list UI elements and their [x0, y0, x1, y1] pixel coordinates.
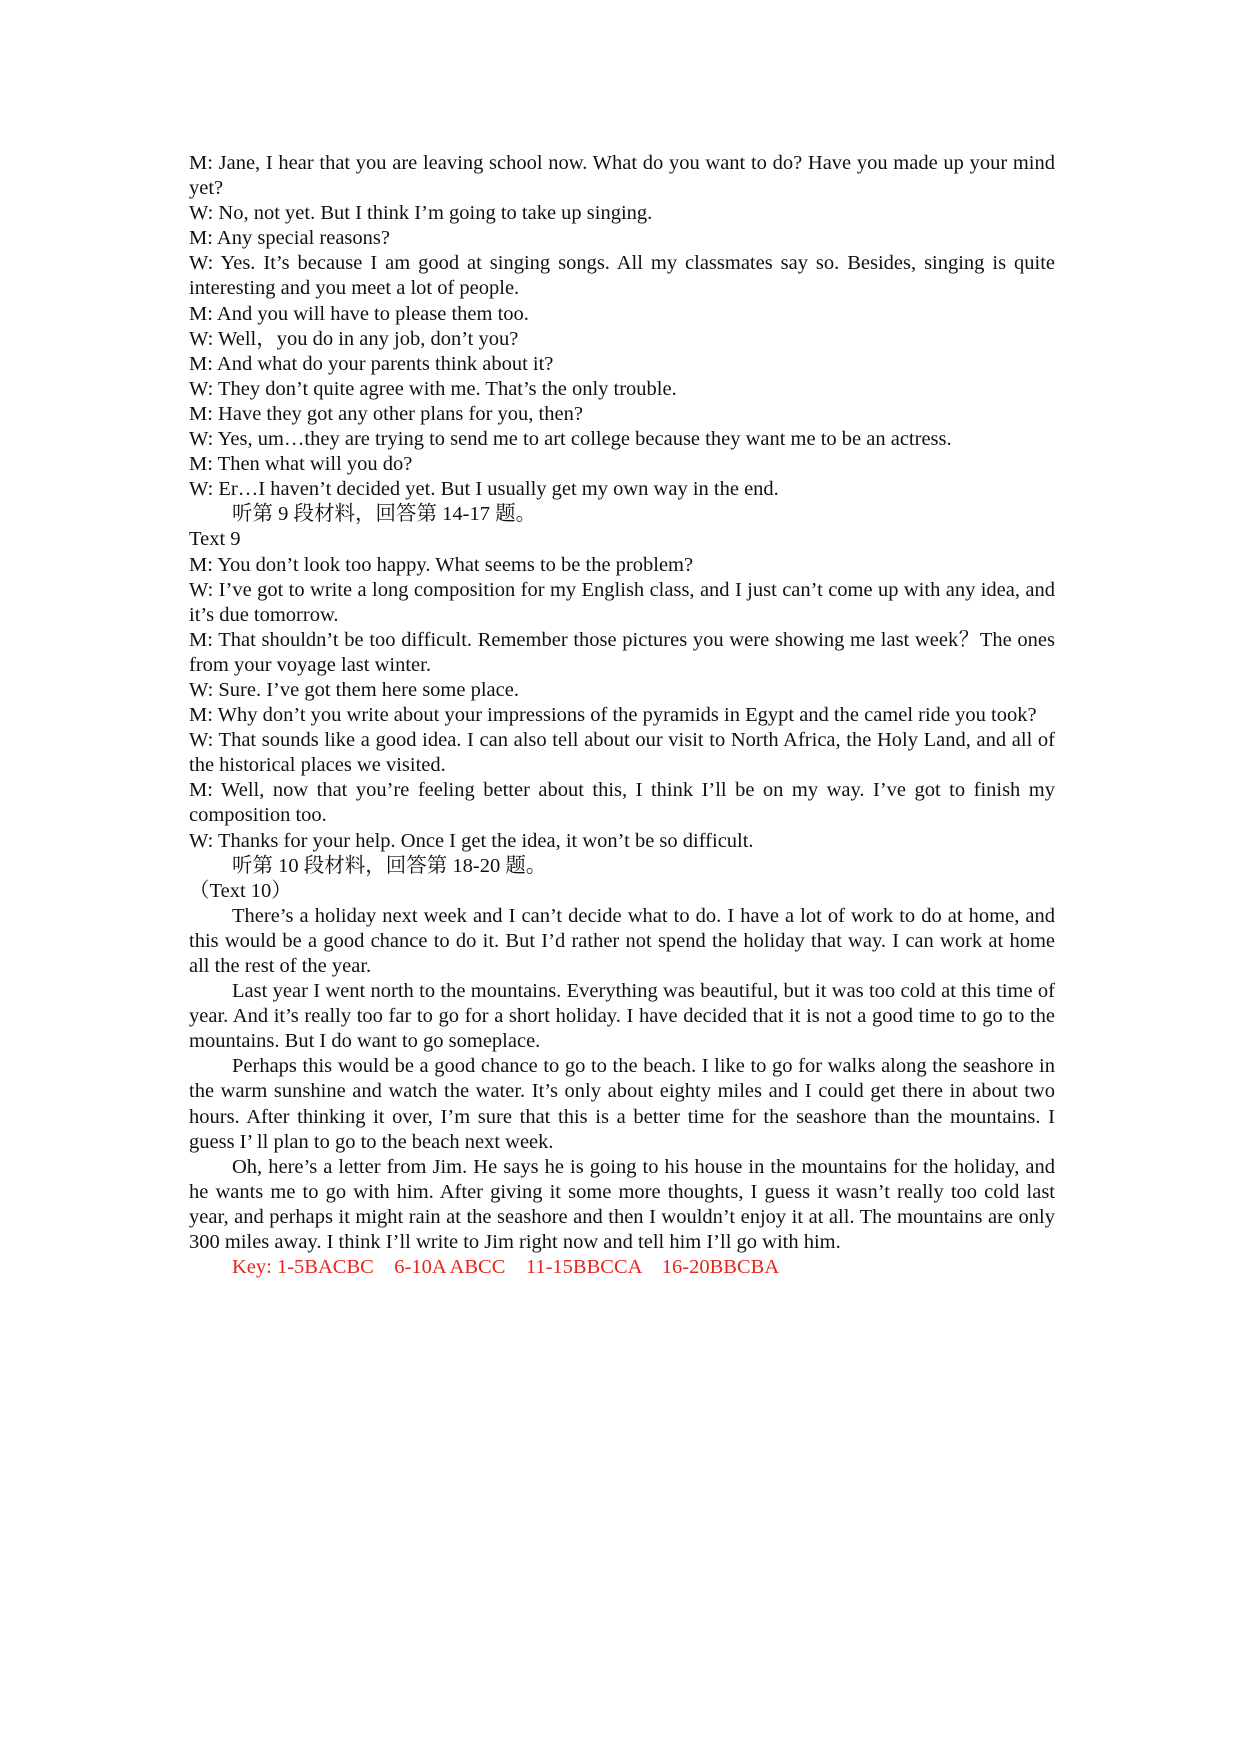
dialogue-line: W: Yes, um…they are trying to send me to art college because they want me to be an actress.: [189, 428, 952, 451]
document-body: [189, 151, 1055, 1280]
dialogue-line: W: No, not yet. But I think I’m going to take up singing.: [189, 202, 653, 225]
listening-instruction-9: 听第 9 段材料，回答第 14-17 题。: [232, 503, 537, 526]
dialogue-line: W: Well，you do in any job, don’t you?: [189, 327, 519, 350]
dialogue-line: M: Well, now that you’re feeling better about this, I think I’ll be on my way. I’ve got to finish my composition too.: [189, 779, 1055, 827]
listening-instruction-10: 听第 10 段材料，回答第 18-20 题。: [232, 854, 547, 877]
dialogue-line: M: Jane, I hear that you are leaving school now. What do you want to do? Have you made up your mind yet?: [189, 152, 1055, 200]
dialogue-line: W: I’ve got to write a long composition for my English class, and I just can’t come up with any idea, and it’s due tomorrow.: [189, 578, 1055, 626]
dialogue-line: M: Any special reasons?: [189, 227, 390, 250]
dialogue-line: M: Have they got any other plans for you, then?: [189, 402, 583, 425]
dialogue-line: M: Why don’t you write about your impressions of the pyramids in Egypt and the camel ride you took?: [189, 704, 1037, 727]
dialogue-line: W: Thanks for your help. Once I get the idea, it won’t be so difficult.: [189, 829, 754, 852]
dialogue-line: W: That sounds like a good idea. I can also tell about our visit to North Africa, the Holy Land, and all of the historical places we visited.: [189, 729, 1055, 777]
dialogue-line: W: They don’t quite agree with me. That’s the only trouble.: [189, 377, 677, 400]
dialogue-line: M: And you will have to please them too.: [189, 302, 529, 325]
monologue-paragraph: Perhaps this would be a good chance to go to the beach. I like to go for walks along the seashore in the warm sunshine and watch the water. It’s only about eighty miles and I could get there in about two hours. After thinking it over, I’m sure that this is a better time for the seashore than the mountains. I guess I’ ll plan to go to the beach next week.: [189, 1055, 1055, 1153]
monologue-paragraph: Last year I went north to the mountains. Everything was beautiful, but it was too cold at this time of year. And it’s really too far to go for a short holiday. I have decided that it is not a good time to go to the mountains. But I do want to go someplace.: [189, 980, 1055, 1053]
monologue-paragraph: There’s a holiday next week and I can’t decide what to do. I have a lot of work to do at home, and this would be a good chance to do it. But I’d rather not spend the holiday that way. I can work at home all the rest of the year.: [189, 904, 1055, 977]
text-9-label: Text 9: [189, 528, 241, 551]
dialogue-line: W: Sure. I’ve got them here some place.: [189, 678, 519, 701]
dialogue-line: M: Then what will you do?: [189, 453, 413, 476]
answer-key: Key: 1-5BACBC 6-10A ABCC 11-15BBCCA 16-20BBCBA: [232, 1256, 780, 1279]
dialogue-line: W: Yes. It’s because I am good at singing songs. All my classmates say so. Besides, singing is quite interesting and you meet a lot of people.: [189, 252, 1055, 300]
dialogue-line: M: And what do your parents think about it?: [189, 352, 554, 375]
dialogue-line: W: Er…I haven’t decided yet. But I usually get my own way in the end.: [189, 478, 779, 501]
text-10-label: （Text 10）: [189, 879, 292, 902]
dialogue-line: M: That shouldn’t be too difficult. Remember those pictures you were showing me last week？The ones from your voyage last winter.: [189, 628, 1055, 676]
dialogue-line: M: You don’t look too happy. What seems to be the problem?: [189, 553, 694, 576]
monologue-paragraph: Oh, here’s a letter from Jim. He says he is going to his house in the mountains for the holiday, and he wants me to go with him. After giving it some more thoughts, I guess it wasn’t really too cold last year, and perhaps it might rain at the seashore and then I wouldn’t enjoy it at all. The mountains are only 300 miles away. I think I’ll write to Jim right now and tell him I’ll go with him.: [189, 1155, 1055, 1254]
